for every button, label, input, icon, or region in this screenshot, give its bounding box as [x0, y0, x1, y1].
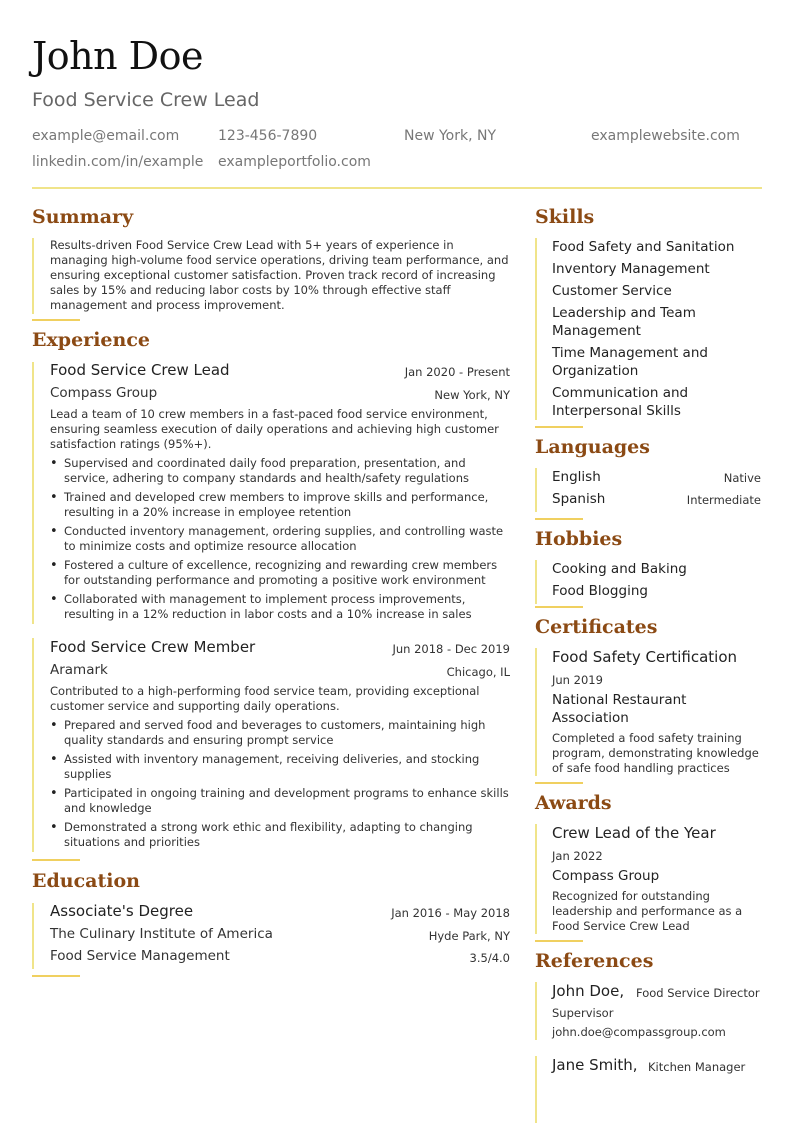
contact-portfolio[interactable]: exampleportfolio.com: [218, 154, 371, 170]
skill-item: Food Safety and Sanitation: [552, 239, 735, 255]
header-divider: [32, 187, 762, 189]
job-1-bar: [32, 362, 34, 624]
education-field: Food Service Management: [50, 948, 230, 964]
list-item: • Collaborated with management to implement process improvements, resulting in a 12% reduction in labor costs and a 10% increase in sales: [50, 592, 512, 622]
education-gpa: 3.5/4.0: [469, 951, 510, 965]
job-2-description: Contributed to a high-performing food service team, providing exceptional customer service and supporting daily operations.: [50, 684, 480, 713]
contact-email[interactable]: example@email.com: [32, 128, 180, 144]
job-2-company: Aramark: [50, 662, 108, 678]
reference-2-bar: [535, 1056, 537, 1123]
skill-item: Time Management and Organization: [552, 345, 708, 379]
contact-location: New York, NY: [404, 128, 497, 144]
education-heading: Education: [32, 870, 140, 892]
reference-1-name: John Doe,: [552, 982, 625, 1000]
experience-underline: [32, 859, 80, 861]
job-1-role: Food Service Crew Lead: [50, 361, 230, 379]
skill-item: Communication and Interpersonal Skills: [552, 385, 689, 419]
reference-1-role: Supervisor: [552, 1006, 614, 1020]
list-item: • Assisted with inventory management, receiving deliveries, and stocking supplies: [50, 752, 512, 782]
summary-heading: Summary: [32, 206, 134, 228]
contact-linkedin[interactable]: linkedin.com/in/example: [32, 154, 204, 170]
summary-bar: [32, 238, 34, 314]
certificate-description: Completed a food safety training program, demonstrating knowledge of safe food handling practices: [552, 731, 759, 775]
certificates-underline: [535, 782, 583, 784]
contact-website[interactable]: examplewebsite.com: [591, 128, 740, 144]
job-2-role: Food Service Crew Member: [50, 638, 256, 656]
job-2-bar: [32, 638, 34, 852]
award-date: Jan 2022: [552, 849, 603, 863]
job-1-bullets: [50, 456, 512, 626]
job-2-location: Chicago, IL: [446, 665, 510, 679]
language-name: English: [552, 469, 601, 485]
candidate-name: John Doe: [32, 34, 203, 78]
skill-item: Customer Service: [552, 283, 672, 299]
language-level: Intermediate: [686, 493, 761, 507]
reference-1-title: Food Service Director: [636, 986, 760, 1000]
job-1-location: New York, NY: [434, 388, 510, 402]
award-description: Recognized for outstanding leadership and performance as a Food Service Crew Lead: [552, 889, 743, 933]
summary-underline: [32, 319, 80, 321]
list-item: • Prepared and served food and beverages to customers, maintaining high quality standards and ensuring prompt service: [50, 718, 512, 748]
languages-underline: [535, 518, 583, 520]
certificate-issuer: National Restaurant Association: [552, 692, 687, 726]
awards-heading: Awards: [535, 792, 612, 814]
list-item: • Fostered a culture of excellence, recognizing and rewarding crew members for outstanding performance and promoting a positive work environment: [50, 558, 512, 588]
skill-item: Inventory Management: [552, 261, 710, 277]
education-bar: [32, 903, 34, 969]
certificates-bar: [535, 648, 537, 776]
list-item: • Demonstrated a strong work ethic and flexibility, adapting to changing situations and priorities: [50, 820, 512, 850]
job-1-date: Jan 2020 - Present: [404, 365, 510, 379]
list-item: • Trained and developed crew members to improve skills and performance, resulting in a 20% increase in employee retention: [50, 490, 512, 520]
reference-1-email[interactable]: john.doe@compassgroup.com: [552, 1025, 726, 1039]
skills-bar: [535, 238, 537, 420]
education-degree: Associate's Degree: [50, 902, 194, 920]
hobbies-bar: [535, 560, 537, 604]
language-level: Native: [723, 471, 761, 485]
reference-2-name: Jane Smith,: [552, 1056, 638, 1074]
list-item: • Supervised and coordinated daily food preparation, presentation, and service, adhering to company standards and health/safety regulations: [50, 456, 512, 486]
languages-bar: [535, 468, 537, 512]
hobbies-heading: Hobbies: [535, 528, 623, 550]
hobby-item: Food Blogging: [552, 583, 648, 599]
reference-1-bar: [535, 982, 537, 1040]
list-item: • Participated in ongoing training and development programs to enhance skills and knowledge: [50, 786, 512, 816]
language-name: Spanish: [552, 491, 606, 507]
award-issuer: Compass Group: [552, 868, 660, 884]
award-title: Crew Lead of the Year: [552, 824, 716, 842]
candidate-title: Food Service Crew Lead: [32, 89, 260, 111]
job-2-date: Jun 2018 - Dec 2019: [392, 642, 510, 656]
education-school: The Culinary Institute of America: [50, 926, 273, 942]
reference-2-title: Kitchen Manager: [648, 1060, 746, 1074]
certificate-date: Jun 2019: [552, 673, 603, 687]
job-1-company: Compass Group: [50, 385, 158, 401]
contact-phone[interactable]: 123-456-7890: [218, 128, 318, 144]
education-date: Jan 2016 - May 2018: [391, 906, 510, 920]
awards-bar: [535, 824, 537, 934]
certificates-heading: Certificates: [535, 616, 658, 638]
languages-heading: Languages: [535, 436, 650, 458]
awards-underline: [535, 940, 583, 942]
skills-heading: Skills: [535, 206, 595, 228]
hobby-item: Cooking and Baking: [552, 561, 687, 577]
skills-underline: [535, 426, 583, 428]
education-location: Hyde Park, NY: [428, 929, 510, 943]
summary-text: Results-driven Food Service Crew Lead with 5+ years of experience in managing high-volume food service operations, driving team performance, and ensuring exceptional customer satisfaction. Proven track record of increasing sales by 15% and reducing labor costs by 10% through effective staff management and process improvement.: [50, 238, 509, 312]
job-1-description: Lead a team of 10 crew members in a fast-paced food service environment, ensuring seamless execution of daily operations and achieving high customer satisfaction ratings (95%+).: [50, 407, 499, 451]
certificate-title: Food Safety Certification: [552, 648, 738, 666]
list-item: • Conducted inventory management, ordering supplies, and controlling waste to minimize costs and optimize resource allocation: [50, 524, 512, 554]
education-underline: [32, 975, 80, 977]
hobbies-underline: [535, 606, 583, 608]
experience-heading: Experience: [32, 329, 150, 351]
references-heading: References: [535, 950, 654, 972]
job-2-bullets: [50, 718, 512, 854]
skill-item: Leadership and Team Management: [552, 305, 696, 339]
